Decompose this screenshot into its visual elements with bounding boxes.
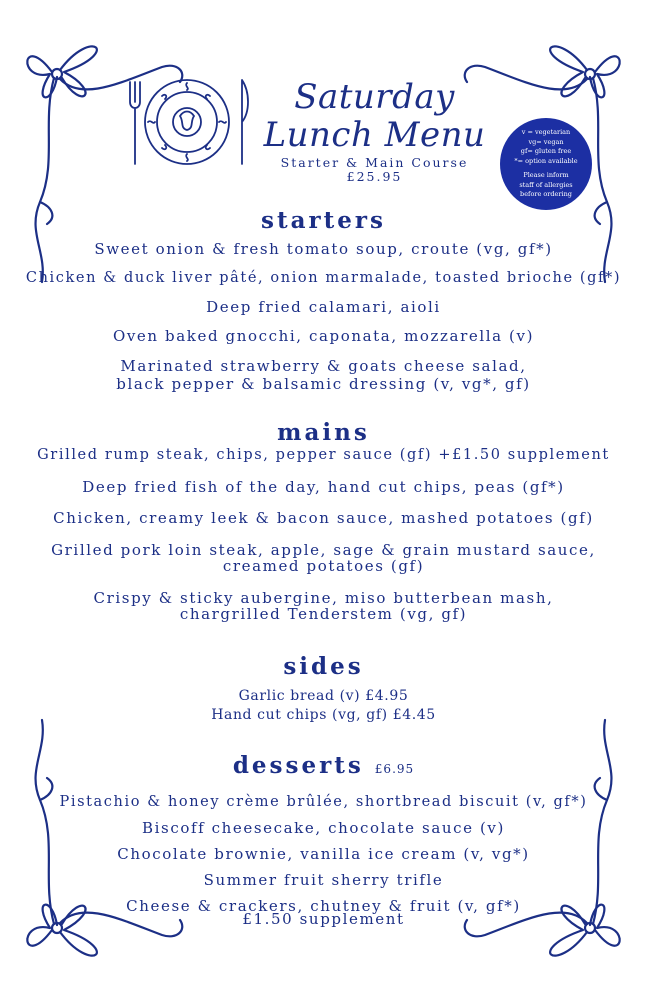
sides-heading: sides <box>283 653 364 680</box>
side-item: Hand cut chips (vg, gf) £4.45 <box>211 707 436 723</box>
starter-item: black pepper & balsamic dressing (v, vg*, gf) <box>116 375 531 393</box>
legend-gluten-free: gf= gluten free <box>520 147 572 156</box>
desserts-price: £6.95 <box>374 762 415 776</box>
starters-heading: starters <box>261 207 386 234</box>
starter-item: Chicken & duck liver pâté, onion marmalade, toasted brioche (gf*) <box>25 270 622 286</box>
desserts-heading-text: desserts <box>232 752 364 779</box>
legend-note-2: staff of allergies <box>519 180 573 189</box>
dessert-item: Biscoff cheesecake, chocolate sauce (v) <box>142 819 505 837</box>
desserts-heading <box>0 753 647 782</box>
dessert-item: £1.50 supplement <box>242 910 405 928</box>
place-setting-icon <box>122 72 257 172</box>
dessert-item: Chocolate brownie, vanilla ice cream (v, vg*) <box>117 845 530 863</box>
dessert-item: Cheese & crackers, chutney & fruit (v, gf*) <box>126 897 521 915</box>
main-item: creamed potatoes (gf) <box>222 557 425 575</box>
starter-item: Deep fried calamari, aioli <box>206 298 441 316</box>
main-item: Grilled pork loin steak, apple, sage & grain mustard sauce, <box>51 541 596 559</box>
menu-title-line-2: Lunch Menu <box>263 115 486 155</box>
menu-subtitle: Starter & Main Course <box>280 155 469 170</box>
side-item: Garlic bread (v) £4.95 <box>238 688 409 704</box>
main-item: Grilled rump steak, chips, pepper sauce (gf) +£1.50 supplement <box>37 447 610 463</box>
starter-item: Sweet onion & fresh tomato soup, croute (vg, gf*) <box>94 240 553 258</box>
main-item: Deep fried fish of the day, hand cut chips, peas (gf*) <box>82 478 565 496</box>
starter-item: Oven baked gnocchi, caponata, mozzarella (v) <box>112 327 535 345</box>
main-item: chargrilled Tenderstem (vg, gf) <box>179 605 468 623</box>
legend-option-available: *= option available <box>514 156 578 165</box>
title-block <box>262 78 487 184</box>
dessert-item: Summer fruit sherry trifle <box>203 871 444 889</box>
legend-note-3: before ordering <box>520 190 572 199</box>
dessert-item: Pistachio & honey crème brûlée, shortbread biscuit (v, gf*) <box>59 794 588 810</box>
legend-vegan: vg= vegan <box>528 137 564 146</box>
main-item: Chicken, creamy leek & bacon sauce, mashed potatoes (gf) <box>53 509 594 527</box>
menu-title-line-1: Saturday <box>294 77 455 117</box>
main-item: Crispy & sticky aubergine, miso butterbean mash, <box>93 589 554 607</box>
ribbon-bow-top-left-icon <box>12 12 192 342</box>
starter-item: Marinated strawberry & goats cheese salad, <box>120 357 527 375</box>
dietary-legend <box>500 118 592 210</box>
legend-note-1: Please inform <box>523 171 569 180</box>
mains-heading: mains <box>277 419 370 446</box>
legend-vegetarian: v = vegetarian <box>521 128 571 137</box>
menu-price: £25.95 <box>346 169 403 184</box>
